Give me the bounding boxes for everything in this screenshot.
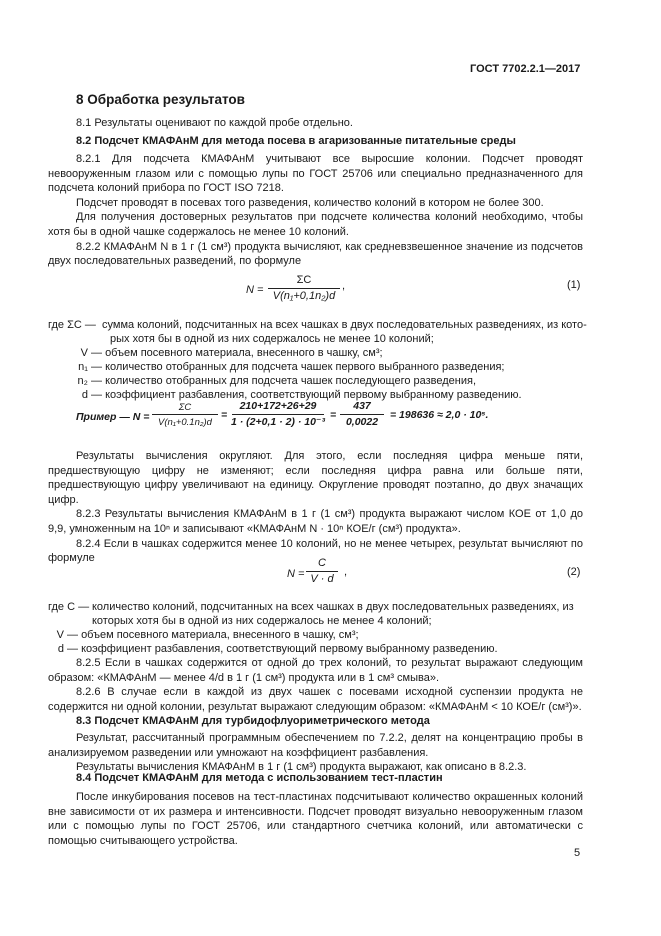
def-row: которых хотя бы в одной из них содержалось не менее 4 колоний; [92, 615, 432, 627]
example-f3-denominator: 0,0022 [345, 416, 379, 428]
example-eq1: = [221, 409, 228, 421]
paragraph-block-8-2-5 [48, 656, 583, 714]
example-f1-numerator: ΣC [178, 402, 192, 413]
definitions-1 [48, 318, 587, 402]
formula-1-lhs: N = [246, 284, 264, 296]
example-result: = 198636 ≈ 2,0 · 10⁵. [390, 409, 489, 421]
formula-1-fraction-line [268, 288, 340, 289]
paragraph-8-2-2: 8.2.2 КМАФАнМ N в 1 г (1 см³) продукта вычисляют, как средневзвешенное значение из подсчетов двух последовательных разведений, по формуле [48, 240, 583, 268]
heading-8-4: 8.4 Подсчет КМАФАнМ для метода с использованием тест-пластин [76, 772, 443, 784]
example-f2-denominator: 1 · (2+0,1 · 2) · 10⁻³ [231, 416, 325, 428]
document-header: ГОСТ 7702.2.1—2017 [470, 63, 581, 75]
def-row: V — объем посевного материала, внесенного в чашку, см³; [56, 629, 359, 641]
example-eq2: = [330, 409, 337, 421]
paragraph-8-2-3: 8.2.3 Результаты вычисления КМАФАнМ в 1 г (1 см³) продукта выражают числом КОЕ от 1,0 до 9,9, умноженным на 10ⁿ и записывают «КМАФАнМ N · 10ⁿ КОЕ/г (см³) продукта». [48, 508, 583, 535]
paragraph-block-8-3 [48, 731, 583, 775]
example-f3-numerator: 437 [353, 400, 371, 412]
formula-1-number: (1) [567, 279, 581, 291]
section-title: 8 Обработка результатов [76, 92, 245, 107]
paragraph-8-2-1: 8.2.1 Для подсчета КМАФАнМ учитывают все выросшие колонии. Подсчет проводят невооруженным глазом или с помощью лупы по ГОСТ 25706 или специально предназначенного для подсчета колоний прибора по ГОСТ ISO 7218. [48, 153, 583, 195]
paragraph-8-4: После инкубирования посевов на тест-пластинах подсчитывают количество окрашенных колоний вне зависимости от их размера и интенсивности. Подсчет проводят визуально невооруженным глазом или с помощью лупы по ГОСТ 25706, или стандартного счетчика колоний, или автоматически с помощью считывающего устройства. [48, 791, 583, 847]
paragraph-8-2-4: 8.2.4 Если в чашках содержится менее 10 колоний, но не менее четырех, результат вычисляют по формуле [48, 537, 583, 565]
formula-2-denominator: V · d [310, 573, 334, 585]
def-row: V — объем посевного материала, внесенного в чашку, см³; [80, 347, 383, 359]
def-row: d — коэффициент разбавления, соответствующий первому выбранному разведению. [57, 643, 498, 655]
formula-2-fraction-line [306, 571, 338, 572]
paragraph-8-2-5: 8.2.5 Если в чашках содержится от одной до трех колоний, то результат выражают следующим образом: «КМАФАнМ — менее 4/d в 1 г (1 см³) продукта или в 1 см³ смыва». [48, 657, 583, 684]
paragraph-block-8-4 [48, 790, 583, 848]
def-row: где ΣC — сумма колоний, подсчитанных на всех чашках в двух последовательных разведениях, из кото- [48, 319, 587, 331]
example-label: Пример — N = [76, 411, 150, 423]
paragraph-8-2-6: 8.2.6 В случае если в каждой из двух чашек с посевами исходной суспензии продукта не содержится ни одной колонии, результат выражают следующим образом: «КМАФАнМ < 10 КОЕ/г (см³)». [48, 686, 583, 713]
example-f1-denominator: V(n₁+0.1n₂)d [158, 417, 212, 428]
paragraph-count: Подсчет проводят в посевах того разведения, количество колоний в котором не более 300. [76, 196, 544, 209]
paragraph-reliable: Для получения достоверных результатов при подсчете количества колоний необходимо, чтобы хотя бы в одной чашке содержалось не менее 10 колоний. [48, 211, 583, 238]
formula-1-numerator: ΣC [296, 274, 312, 286]
formula-2-number: (2) [567, 566, 581, 578]
formula-2-lhs: N = [287, 568, 305, 580]
formula-2-numerator: C [318, 557, 326, 569]
heading-8-3: 8.3 Подсчет КМАФАнМ для турбидофлуориметрического метода [76, 715, 430, 727]
example-f1-line [152, 414, 218, 415]
formula-2-tail: , [344, 566, 348, 578]
heading-8-2: 8.2 Подсчет КМАФАнМ для метода посева в агаризованные питательные среды [76, 135, 516, 147]
page-number: 5 [574, 847, 581, 859]
def-row: n₁ — количество отобранных для подсчета чашек первого выбранного разведения; [78, 361, 505, 373]
paragraph-8-3-a: Результат, рассчитанный программным обеспечением по 7.2.2, делят на концентрацию пробы в анализируемом разведении или умножают на коэффициент разбавления. [48, 732, 583, 759]
example-f2-line [232, 414, 324, 415]
paragraph-8-1: 8.1 Результаты оценивают по каждой пробе отдельно. [76, 117, 353, 129]
example-f2-numerator: 210+172+26+29 [239, 400, 317, 412]
example-f3-line [340, 414, 384, 415]
def-row: где C — количество колоний, подсчитанных на всех чашках в двух последовательных разведениях, из [48, 601, 574, 613]
def-row: n₂ — количество отобранных для подсчета чашек последующего разведения, [77, 375, 477, 387]
paragraph-8-3-b: Результаты вычисления КМАФАнМ в 1 г (1 см³) продукта выражают, как описано в 8.2.3. [76, 761, 527, 774]
paragraph-block-round [48, 449, 583, 566]
definitions-2 [48, 600, 574, 656]
def-row: d — коэффициент разбавления, соответствующий первому выбранному разведению. [81, 389, 522, 401]
paragraph-round: Результаты вычисления округляют. Для этого, если последняя цифра меньше пяти, предшествующую цифру не изменяют; если последняя цифра равна или больше пяти, предшествующую цифру увеличивают на единицу. Округление проводят поэтапно, до двух значащих цифр. [48, 450, 583, 506]
formula-1-tail: , [342, 280, 346, 292]
paragraph-block-8-2-1 [48, 152, 583, 269]
formula-1-denominator: V(n₁+0,1n₂)d [272, 290, 336, 302]
def-row: рых хотя бы в одной из них содержалось не менее 10 колоний; [110, 333, 434, 345]
